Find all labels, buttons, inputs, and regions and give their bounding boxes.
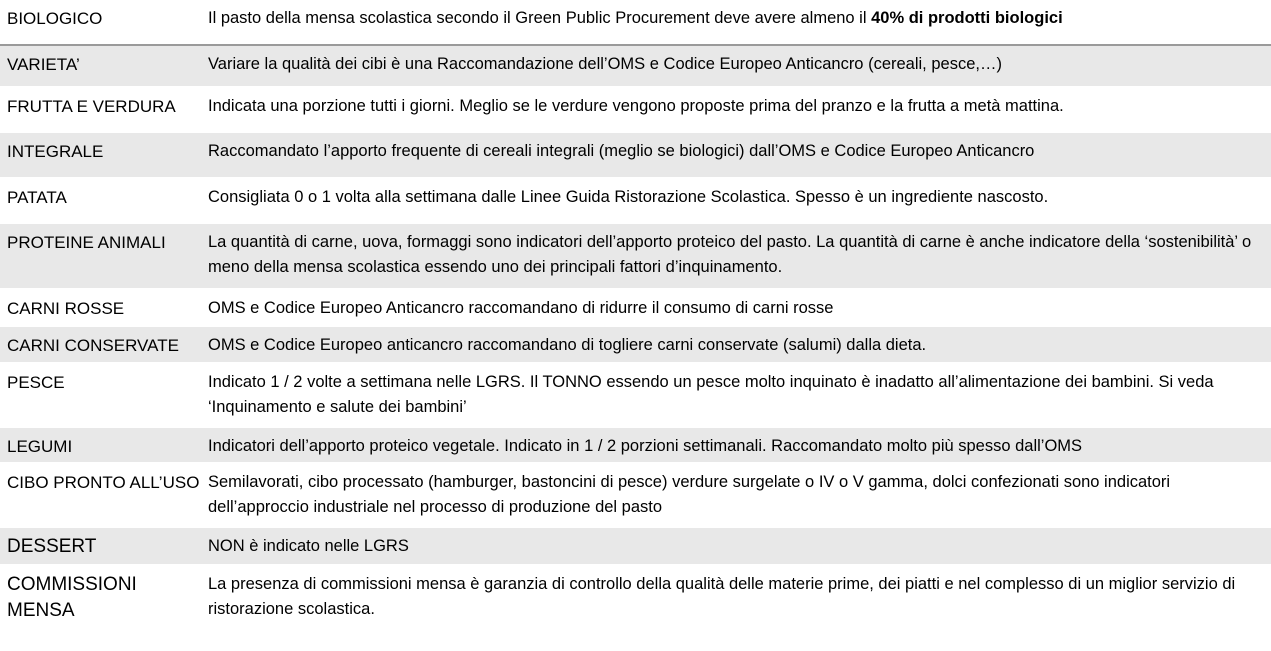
row-description [200,428,1271,462]
row-text: Variare la qualità dei cibi è una Raccomandazione dell’OMS e Codice Europeo Anticancro (cereali, pesce,…) [208,55,1002,73]
row-label: CARNI CONSERVATE [7,336,179,355]
row-label: LEGUMI [7,437,73,456]
row-text: OMS e Codice Europeo Anticancro raccomandano di ridurre il consumo di carni rosse [208,299,834,317]
table-row [0,327,1271,364]
row-label: FRUTTA E VERDURA [7,97,176,116]
row-emphasis: 40% di prodotti biologici [871,9,1063,27]
row-text: Semilavorati, cibo processato (hamburger, bastoncini di pesce) verdure surgelate o IV o V gamma, dolci confezionati sono indicatori dell’approccio industriale nel processo di produzione del pasto [208,473,1171,516]
table-row [0,364,1271,428]
row-description [200,566,1271,630]
row-label: VARIETA’ [7,55,80,74]
row-label: PROTEINE ANIMALI [7,233,166,252]
table-row [0,224,1271,290]
row-label: INTEGRALE [7,142,104,161]
row-description [200,327,1271,362]
row-text: Indicatori dell’apporto proteico vegetale. Indicato in 1 / 2 porzioni settimanali. Raccomandato molto più spesso dall’OMS [208,437,1083,455]
row-label: DESSERT [7,536,97,557]
row-label: CIBO PRONTO ALL’USO [7,473,200,492]
row-text: NON è indicato nelle LGRS [208,537,409,555]
row-label: CARNI ROSSE [7,299,125,318]
row-text: Il pasto della mensa scolastica secondo il Green Public Procurement deve avere almeno il [208,9,872,27]
table-row [0,46,1271,88]
row-description [200,464,1271,526]
row-description [200,364,1271,426]
table-row [0,528,1271,566]
row-description [200,179,1271,222]
row-text: OMS e Codice Europeo anticancro raccomandano di togliere carni conservate (salumi) dalla dieta. [208,336,927,354]
row-label: COMMISSIONI MENSA [7,574,137,621]
row-text: La presenza di commissioni mensa è garanzia di controllo della qualità delle materie prime, dei piatti e nel complesso di un miglior servizio di ristorazione scolastica. [208,575,1236,618]
row-text: Indicata una porzione tutti i giorni. Meglio se le verdure vengono proposte prima del pranzo e la frutta a metà mattina. [208,97,1064,115]
row-label: PATATA [7,188,67,207]
row-description [200,46,1271,86]
row-description [200,133,1271,177]
row-description [200,528,1271,564]
table-row [0,428,1271,464]
row-text: Consigliata 0 o 1 volta alla settimana dalle Linee Guida Ristorazione Scolastica. Spesso è un ingrediente nascosto. [208,188,1049,206]
row-description [200,224,1271,288]
row-description [200,290,1271,325]
row-label: BIOLOGICO [7,9,103,28]
row-description [200,88,1271,131]
table-row [0,0,1271,46]
table-row [0,566,1271,632]
table-row [0,179,1271,224]
table-row [0,290,1271,327]
row-description [200,0,1271,44]
row-text: Raccomandato l’apporto frequente di cereali integrali (meglio se biologici) dall’OMS e Codice Europeo Anticancro [208,142,1035,160]
table-row [0,133,1271,179]
table-row [0,464,1271,528]
row-label: PESCE [7,373,65,392]
row-text: La quantità di carne, uova, formaggi sono indicatori dell’apporto proteico del pasto. La quantità di carne è anche indicatore della ‘sostenibilità’ o meno della mensa scolastica essendo uno dei principali fattori d’inquinamento. [208,233,1252,276]
table-row [0,88,1271,133]
row-text: Indicato 1 / 2 volte a settimana nelle LGRS. Il TONNO essendo un pesce molto inquinato è inadatto all’alimentazione dei bambini. Si veda ‘Inquinamento e salute dei bambini’ [208,373,1214,416]
